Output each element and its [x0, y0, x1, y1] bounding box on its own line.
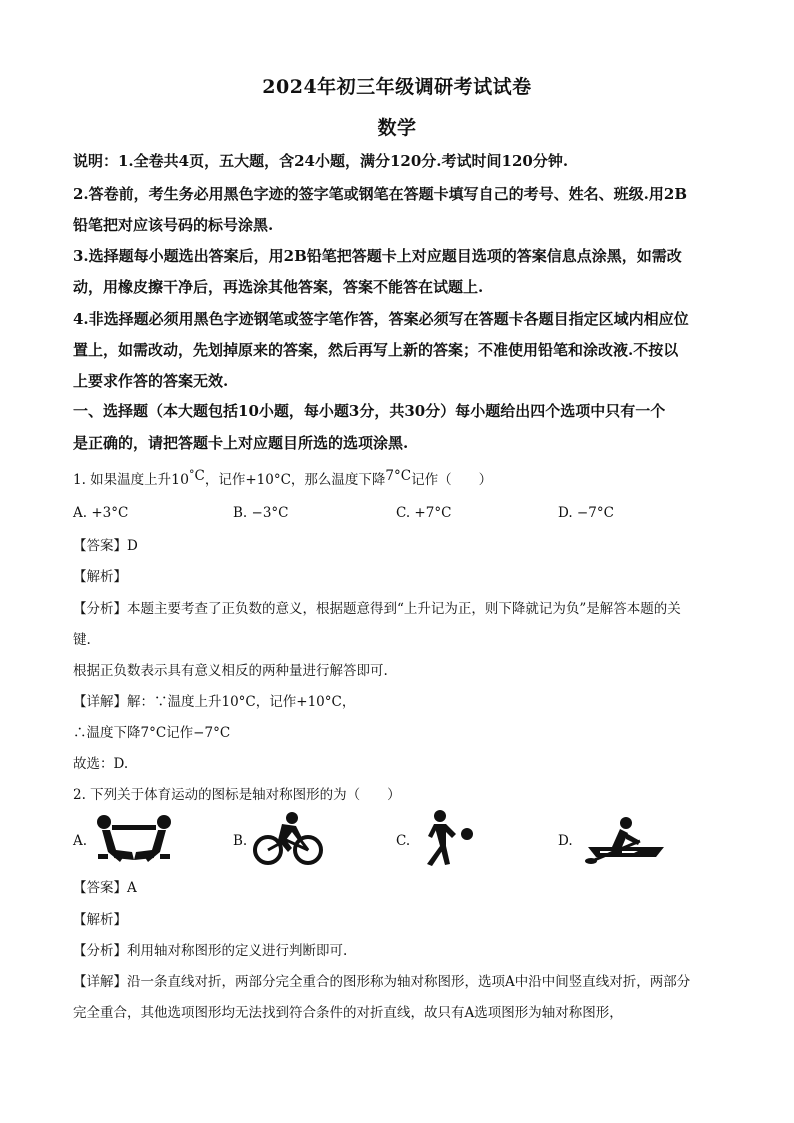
answer-line: 【答案】A: [73, 880, 137, 896]
option-d: D. −7°C: [558, 505, 614, 521]
cycling-icon: [252, 810, 326, 868]
analysis-line: 【分析】利用轴对称图形的定义进行判断即可.: [73, 943, 348, 959]
analysis-line: 键.: [73, 632, 91, 648]
section-heading: 是正确的，请把答题卡上对应题目所选的选项涂黑.: [73, 434, 409, 452]
instruction-line: 置上，如需改动，先划掉原来的答案，然后再写上新的答案；不准使用铅笔和涂改液.不按以: [73, 341, 679, 359]
tug-of-war-icon: [94, 812, 174, 868]
instruction-line: 2.答卷前，考生务必用黑色字迹的签字笔或钢笔在答题卡填写自己的考号、姓名、班级.用2B: [73, 185, 688, 203]
analysis-line: 【分析】本题主要考查了正负数的意义，根据题意得到“上升记为正，则下降就记为负”是解答本题的关: [73, 601, 681, 617]
answer-line: 【答案】D: [73, 538, 138, 554]
question-1-stem: 1. 如果温度上升10°C，记作+10°C，那么温度下降7°C记作（ ）: [73, 468, 493, 488]
option-c: C. +7°C: [396, 505, 452, 521]
instruction-line: 上要求作答的答案无效.: [73, 372, 229, 390]
analysis-tag: 【解析】: [73, 569, 127, 585]
detail-line: 【详解】沿一条直线对折，两部分完全重合的图形称为轴对称图形，选项A中沿中间竖直线对折，两部分: [73, 974, 691, 990]
exam-title: 2024年初三年级调研考试试卷: [262, 76, 532, 98]
rowing-icon: [582, 815, 666, 865]
option-b: B. −3°C: [233, 505, 289, 521]
instruction-line: 铅笔把对应该号码的标号涂黑.: [73, 216, 274, 234]
section-heading: 一、选择题（本大题包括10小题，每小题3分，共30分）每小题给出四个选项中只有一个: [73, 402, 666, 420]
instruction-line: 4.非选择题必须用黑色字迹钢笔或签字笔作答，答案必须写在答题卡各题目指定区域内相应位: [73, 310, 689, 328]
instruction-line: 说明：1.全卷共4页，五大题，含24小题，满分120分.考试时间120分钟.: [73, 152, 569, 170]
instruction-line: 3.选择题每小题选出答案后，用2B铅笔把答题卡上对应题目选项的答案信息点涂黑，如需改: [73, 247, 682, 265]
detail-line: 完全重合，其他选项图形均无法找到符合条件的对折直线，故只有A选项图形为轴对称图形，: [73, 1005, 623, 1021]
analysis-tag: 【解析】: [73, 912, 127, 928]
analysis-line: 根据正负数表示具有意义相反的两种量进行解答即可.: [73, 663, 388, 679]
option-b-label: B.: [233, 833, 248, 849]
subject-title: 数学: [377, 117, 417, 139]
option-d-label: D.: [558, 833, 573, 849]
option-a: A. +3°C: [73, 505, 129, 521]
detail-line: 【详解】解：∵温度上升10°C，记作+10°C，: [73, 694, 356, 710]
question-2-stem: 2. 下列关于体育运动的图标是轴对称图形的为（ ）: [73, 787, 401, 803]
option-a-label: A.: [73, 833, 88, 849]
detail-line: ∴温度下降7°C记作−7°C: [73, 725, 231, 741]
instruction-line: 动，用橡皮擦干净后，再选涂其他答案，答案不能答在试题上.: [73, 278, 484, 296]
volleyball-icon: [420, 808, 476, 870]
option-c-label: C.: [396, 833, 411, 849]
detail-line: 故选：D.: [73, 756, 129, 772]
